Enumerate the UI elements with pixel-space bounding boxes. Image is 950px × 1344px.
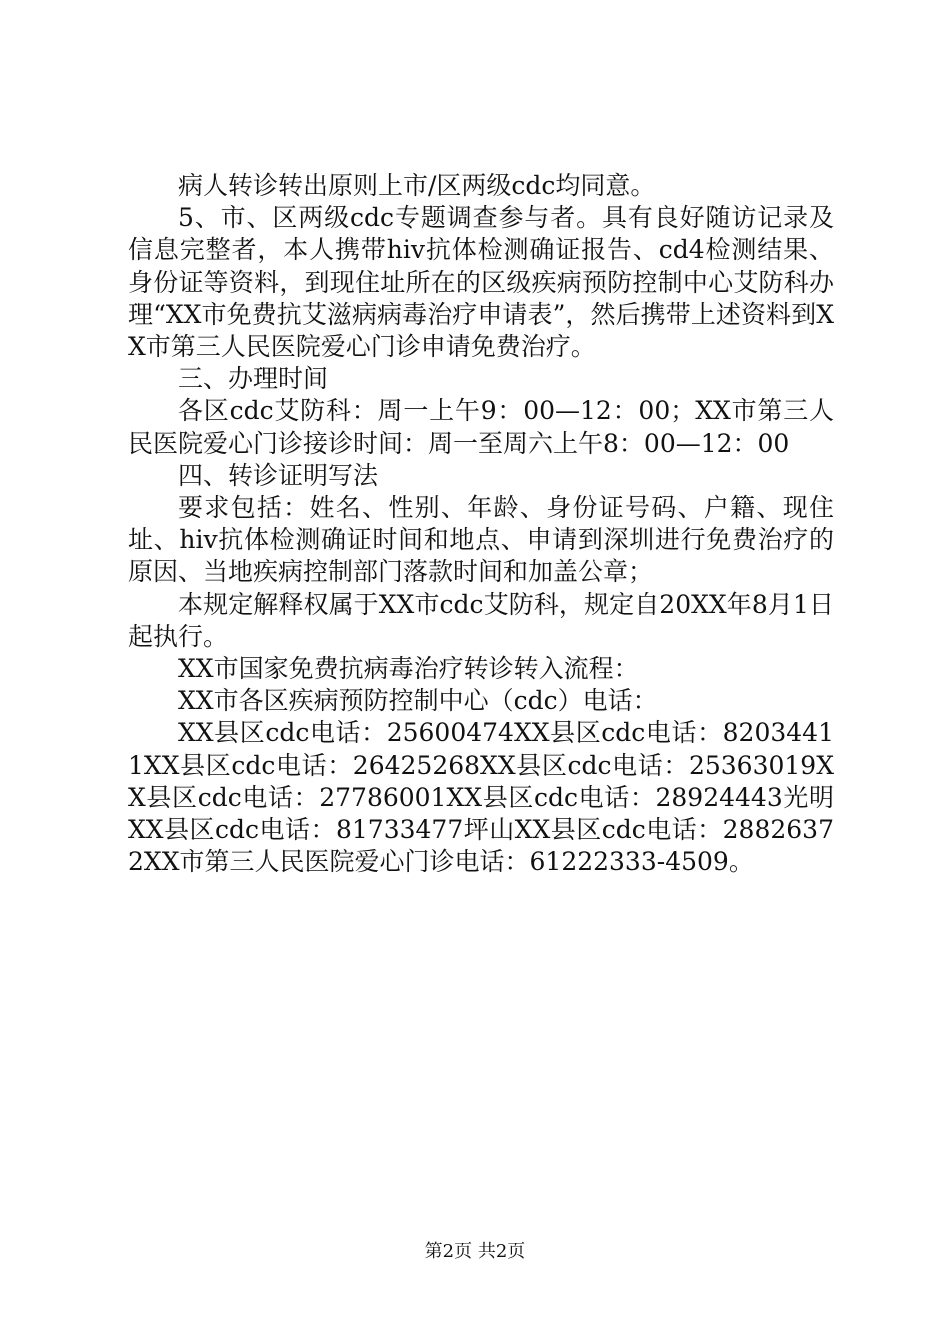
heading-transfer-in-process: XX市国家免费抗病毒治疗转诊转入流程：: [178, 654, 639, 684]
paragraph-certificate-requirements: 要求包括：姓名、性别、年龄、身份证号码、户籍、现住址、hiv抗体检测确证时间和地点、申请到深圳进行免费治疗的原因、当地疾病控制部门落款时间和加盖公章；: [128, 493, 834, 587]
paragraph-office-hours: 各区cdc艾防科：周一上午9：00—12：00；XX市第三人民医院爱心门诊接诊时间：周一至周六上午8：00—12：00: [128, 396, 834, 458]
paragraph-interpretation-right: 本规定解释权属于XX市cdc艾防科，规定自20XX年8月1日起执行。: [128, 589, 834, 651]
document-body: [128, 170, 834, 878]
paragraph-transfer-out-rule: 病人转诊转出原则上市/区两级cdc均同意。: [178, 171, 656, 200]
paragraph-special-survey-participants: 5、市、区两级cdc专题调查参与者。具有良好随访记录及信息完整者，本人携带hiv抗体检测确证报告、cd4检测结果、身份证等资料，到现住址所在的区级疾病预防控制中心艾防科办理“XX市免费抗艾滋病病毒治疗申请表”，然后携带上述资料到XX市第三人民医院爱心门诊申请免费治疗。: [128, 203, 834, 362]
heading-referral-certificate: 四、转诊证明写法: [178, 460, 379, 490]
page-footer: 第2页 共2页: [424, 1241, 526, 1262]
heading-office-hours: 三、办理时间: [178, 364, 329, 394]
heading-cdc-phones: XX市各区疾病预防控制中心（cdc）电话：: [178, 686, 658, 716]
paragraph-cdc-phone-list: XX县区cdc电话：25600474XX县区cdc电话：82034411XX县区cdc电话：26425268XX县区cdc电话：25363019XX县区cdc电话：27786001XX县区cdc电话：28924443光明XX县区cdc电话：81733477坪山XX县区cdc电话：28826372XX市第三人民医院爱心门诊电话：61222333-4509。: [128, 718, 834, 877]
